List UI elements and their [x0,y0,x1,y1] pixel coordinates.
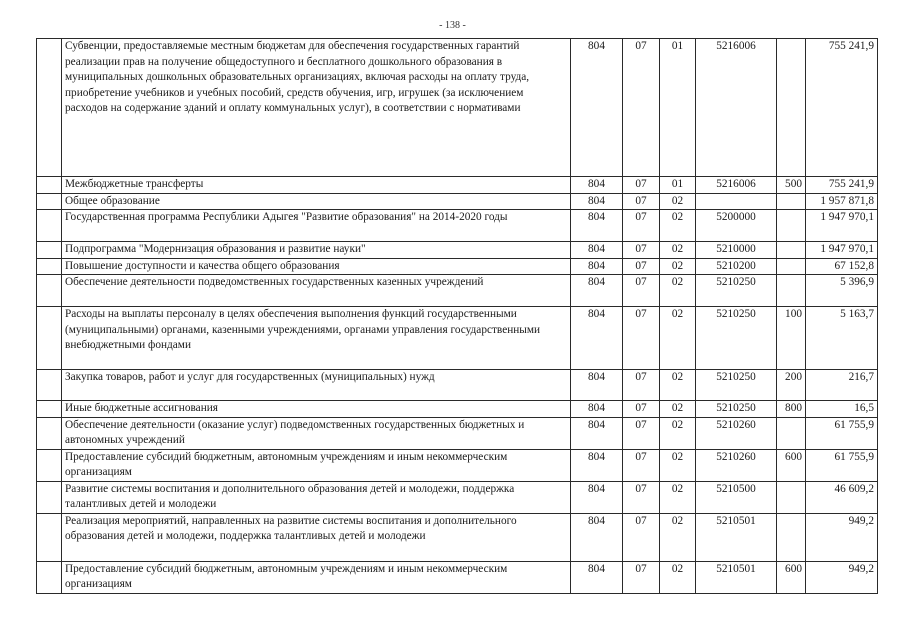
table-row [37,210,878,242]
table-row [37,39,878,177]
expense-type-cell: 100 [777,307,806,370]
amount-cell: 61 755,9 [806,449,878,481]
table-row [37,481,878,513]
row-number-cell [37,39,62,177]
target-code-cell: 5210000 [696,242,777,259]
section-code-cell: 07 [623,242,660,259]
expense-type-cell [777,481,806,513]
table-row [37,193,878,210]
amount-cell: 46 609,2 [806,481,878,513]
section-code-cell: 07 [623,39,660,177]
section-code-cell: 07 [623,449,660,481]
expense-type-cell: 500 [777,177,806,194]
table-row [37,275,878,307]
ministry-code-cell: 804 [571,401,623,418]
expense-type-cell [777,193,806,210]
row-name-cell: Межбюджетные трансферты [62,177,571,194]
target-code-cell: 5216006 [696,39,777,177]
subsection-code-cell: 02 [660,417,696,449]
target-code-cell: 5210260 [696,449,777,481]
target-code-cell [696,193,777,210]
section-code-cell: 07 [623,210,660,242]
row-name-cell: Общее образование [62,193,571,210]
row-number-cell [37,307,62,370]
ministry-code-cell: 804 [571,177,623,194]
section-code-cell: 07 [623,275,660,307]
row-number-cell [37,258,62,275]
page-number: - 138 - [439,20,466,31]
ministry-code-cell: 804 [571,417,623,449]
row-name-cell: Предоставление субсидий бюджетным, автономным учреждениям и иным некоммерческим организациям [62,449,571,481]
row-number-cell [37,275,62,307]
subsection-code-cell: 02 [660,370,696,401]
amount-cell: 5 396,9 [806,275,878,307]
row-number-cell [37,242,62,259]
target-code-cell: 5210260 [696,417,777,449]
row-name-cell: Иные бюджетные ассигнования [62,401,571,418]
row-name-cell: Подпрограмма "Модернизация образования и развитие науки" [62,242,571,259]
row-number-cell [37,481,62,513]
ministry-code-cell: 804 [571,275,623,307]
target-code-cell: 5216006 [696,177,777,194]
row-number-cell [37,210,62,242]
section-code-cell: 07 [623,193,660,210]
section-code-cell: 07 [623,561,660,593]
expense-type-cell: 600 [777,449,806,481]
table-row [37,370,878,401]
table-row [37,307,878,370]
section-code-cell: 07 [623,481,660,513]
target-code-cell: 5210250 [696,370,777,401]
row-name-cell: Развитие системы воспитания и дополнительного образования детей и молодежи, поддержка талантливых детей и молодежи [62,481,571,513]
section-code-cell: 07 [623,401,660,418]
subsection-code-cell: 01 [660,39,696,177]
subsection-code-cell: 01 [660,177,696,194]
ministry-code-cell: 804 [571,193,623,210]
row-name-cell: Субвенции, предоставляемые местным бюджетам для обеспечения государственных гарантий реализации прав на получение общедоступного и бесплатного дошкольного образования в муниципальных дошкольных образовательных организациях, включая расходы на оплату труда, приобретение учебников и учебных пособий, средств обучения, игр, игрушек (за исключением расходов на содержание зданий и оплату коммунальных услуг), в соответствии с нормативами [62,39,571,177]
expense-type-cell [777,258,806,275]
row-number-cell [37,370,62,401]
section-code-cell: 07 [623,417,660,449]
ministry-code-cell: 804 [571,513,623,561]
subsection-code-cell: 02 [660,193,696,210]
subsection-code-cell: 02 [660,210,696,242]
subsection-code-cell: 02 [660,275,696,307]
subsection-code-cell: 02 [660,307,696,370]
row-name-cell: Предоставление субсидий бюджетным, автономным учреждениям и иным некоммерческим организациям [62,561,571,593]
subsection-code-cell: 02 [660,401,696,418]
amount-cell: 67 152,8 [806,258,878,275]
section-code-cell: 07 [623,307,660,370]
row-name-cell: Обеспечение деятельности (оказание услуг) подведомственных государственных бюджетных и автономных учреждений [62,417,571,449]
target-code-cell: 5210501 [696,561,777,593]
row-number-cell [37,561,62,593]
amount-cell: 949,2 [806,513,878,561]
expense-type-cell [777,513,806,561]
ministry-code-cell: 804 [571,210,623,242]
ministry-code-cell: 804 [571,307,623,370]
target-code-cell: 5210250 [696,275,777,307]
expense-type-cell [777,210,806,242]
section-code-cell: 07 [623,370,660,401]
section-code-cell: 07 [623,513,660,561]
expense-type-cell [777,275,806,307]
row-name-cell: Реализация мероприятий, направленных на развитие системы воспитания и дополнительного образования детей и молодежи, поддержка талантливых детей и молодежи [62,513,571,561]
row-number-cell [37,193,62,210]
amount-cell: 61 755,9 [806,417,878,449]
table-row [37,417,878,449]
ministry-code-cell: 804 [571,258,623,275]
ministry-code-cell: 804 [571,242,623,259]
table-row [37,449,878,481]
target-code-cell: 5210501 [696,513,777,561]
expense-type-cell [777,417,806,449]
row-number-cell [37,417,62,449]
target-code-cell: 5210200 [696,258,777,275]
expense-type-cell [777,39,806,177]
table-row [37,513,878,561]
subsection-code-cell: 02 [660,242,696,259]
section-code-cell: 07 [623,258,660,275]
expense-type-cell: 200 [777,370,806,401]
amount-cell: 755 241,9 [806,177,878,194]
row-number-cell [37,177,62,194]
ministry-code-cell: 804 [571,561,623,593]
amount-cell: 5 163,7 [806,307,878,370]
row-name-cell: Закупка товаров, работ и услуг для государственных (муниципальных) нужд [62,370,571,401]
table-row [37,561,878,593]
subsection-code-cell: 02 [660,258,696,275]
table-row [37,401,878,418]
subsection-code-cell: 02 [660,449,696,481]
amount-cell: 949,2 [806,561,878,593]
ministry-code-cell: 804 [571,370,623,401]
section-code-cell: 07 [623,177,660,194]
target-code-cell: 5210250 [696,401,777,418]
row-number-cell [37,513,62,561]
ministry-code-cell: 804 [571,481,623,513]
ministry-code-cell: 804 [571,39,623,177]
row-number-cell [37,401,62,418]
row-name-cell: Государственная программа Республики Адыгея "Развитие образования" на 2014-2020 годы [62,210,571,242]
expense-type-cell [777,242,806,259]
table-row [37,242,878,259]
budget-table [36,38,878,594]
amount-cell: 216,7 [806,370,878,401]
target-code-cell: 5210500 [696,481,777,513]
table-row [37,258,878,275]
target-code-cell: 5200000 [696,210,777,242]
row-name-cell: Повышение доступности и качества общего образования [62,258,571,275]
subsection-code-cell: 02 [660,481,696,513]
amount-cell: 16,5 [806,401,878,418]
amount-cell: 1 947 970,1 [806,242,878,259]
subsection-code-cell: 02 [660,561,696,593]
amount-cell: 1 957 871,8 [806,193,878,210]
amount-cell: 1 947 970,1 [806,210,878,242]
row-number-cell [37,449,62,481]
subsection-code-cell: 02 [660,513,696,561]
amount-cell: 755 241,9 [806,39,878,177]
row-name-cell: Расходы на выплаты персоналу в целях обеспечения выполнения функций государственными (муниципальными) органами, казенными учреждениями, органами управления государственными внебюджетными фондами [62,307,571,370]
target-code-cell: 5210250 [696,307,777,370]
table-row [37,177,878,194]
ministry-code-cell: 804 [571,449,623,481]
expense-type-cell: 600 [777,561,806,593]
expense-type-cell: 800 [777,401,806,418]
row-name-cell: Обеспечение деятельности подведомственных государственных казенных учреждений [62,275,571,307]
